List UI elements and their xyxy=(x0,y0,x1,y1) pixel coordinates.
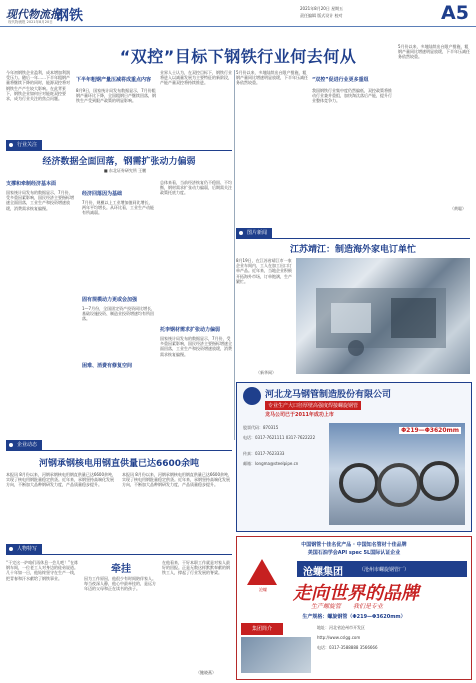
people-col-3: 在他看来，干好本职工作就是对家人最好的回报。正是无数这样默默奉献的钢铁工人，撑起了行业发展的脊梁。 xyxy=(162,560,230,576)
cangluo-top-line-2: 美国石油学会API spec 5L国际认证企业 xyxy=(307,550,401,556)
cangluo-product-line: 生产规格：螺旋钢管（Φ219—Φ3620mm） xyxy=(302,614,406,620)
economy-subhead-2: 经济回落因为基础 xyxy=(82,191,123,197)
enterprise-tag: 企业动态 xyxy=(6,440,42,450)
industry-rule xyxy=(6,150,232,151)
photo-news-byline: （新华网） xyxy=(256,370,276,375)
economy-subhead-1: 支撑和牵制经济基本面 xyxy=(6,181,57,187)
economy-col-2: 7月份，规模以上工业增加值同比增长，两年平均增长。从环比看，工业生产动能有所减弱。 xyxy=(82,200,154,216)
cangluo-group-label: 集团简介 xyxy=(241,623,283,635)
column-divider xyxy=(234,70,235,440)
economy-col-2b: 1—7月份，全国固定资产投资同比增长，基础设施投资、制造业投资增速均有所回落。 xyxy=(82,306,156,322)
photo-news-tag: 图片新闻 xyxy=(236,228,272,238)
cangluo-slogan: 走向世界的品牌 xyxy=(293,583,419,604)
people-col-1: “干完这一炉咱们再休息一会儿吧！”在炼钢车间，一位老工人对身边的徒弟说道。几十年如一日，他始终坚守在生产一线，把青春和汗水献给了钢铁事业。 xyxy=(6,560,79,581)
cangluo-brand-banner xyxy=(297,561,467,577)
lead-byline: （黄聪） xyxy=(450,206,466,211)
lead-subhead-2: “双控”促进行业更多重组 xyxy=(312,77,369,83)
cangluo-address: 地址：河北省沧州市开发区 xyxy=(317,625,365,630)
longma-slogan-1: 专业生产大口径厚壁高强度焊接螺旋钢管 xyxy=(265,401,361,410)
longma-pipe-photo xyxy=(329,423,465,525)
cangluo-logo-text: 沧螺 xyxy=(259,587,267,592)
photo-news-caption: 8月19日，在江苏省靖江市一家企业车间内，工人在加工出口订单产品。近年来，当地企业积极开拓海外市场，订单饱满，生产繁忙。 xyxy=(236,258,292,284)
lead-col-4: 5月份以来，多地陆续出台限产措施，粗钢产量同比增速明显放缓，下半年压减任务依然较重。 xyxy=(236,70,308,86)
economy-subhead-4: 困难、消费有修复空间 xyxy=(82,363,133,369)
enterprise-col-1: 本报讯 8月份以来，河钢承钢核电用钢直供量已达6600余吨，实现了核电用钢批量稳定供货。近年来，承钢坚持高端化发展方向，不断加大品种钢研发力度，产品质量稳步提升。 xyxy=(6,472,116,488)
section-title: 钢铁 xyxy=(55,8,83,24)
enterprise-headline: 河钢承钢核电用钢直供量已达6600余吨 xyxy=(38,459,200,469)
lead-col-5: 我国钢铁行业集中度仍然偏低，双控政策将推动行业兼并重组，加快淘汰落后产能，提升行业整体竞争力。 xyxy=(312,88,392,104)
photo-news-rule xyxy=(236,238,470,239)
cangluo-slogan-2: 生产螺旋管 我们是专业 xyxy=(311,603,384,610)
people-col-2: 因为工作原因，他很少有时间陪伴家人。每当夜深人静，他心中最牵挂的，是远方年迈的父母和正在读书的孩子。 xyxy=(84,576,156,592)
longma-tel: 电话：0317-7621111 0317-7622222 xyxy=(243,435,316,440)
longma-slogan-2: 龙马公司已于2011年成功上市 xyxy=(265,412,334,418)
longma-email: 邮箱：longma@steelpipe.cn xyxy=(243,461,299,466)
pipe-graphic xyxy=(329,423,465,525)
economy-col-1: 国家统计局发布的数据显示，7月份，受多重因素影响，国民经济主要指标增速全面回落，工业生产和投资增速放缓，消费需求恢复偏慢。 xyxy=(6,190,74,211)
economy-col-3: 总体来看，当前经济恢复仍不稳固、不均衡，钢材需求扩张动力偏弱，后期需关注政策托底力度。 xyxy=(160,180,232,196)
editor-line: 责任编辑 版式设计 校对 xyxy=(300,13,343,18)
cangluo-ad xyxy=(236,536,472,680)
people-rule xyxy=(6,554,232,555)
masthead: 现代物流报 xyxy=(6,8,61,21)
factory-photo xyxy=(296,258,470,374)
longma-ad xyxy=(236,382,472,532)
page-number: A5 xyxy=(441,2,469,24)
main-headline: “双控”目标下钢铁行业何去何从 xyxy=(119,47,357,66)
people-byline: （鲍晓燕） xyxy=(196,670,216,675)
cangluo-top-line: 中国钢管十佳名优产品 · 中国知名管材十佳品牌 xyxy=(301,542,407,548)
lead-col-2: 8月9日，国家统计局发布数据显示，7月份粗钢产量环比下降，全国粗钢日产继续回落，钢铁生产受到限产政策的明显影响。 xyxy=(76,88,156,104)
economy-byline: ■ 东北证券研究所 王鹏 xyxy=(103,168,147,173)
cangluo-factory-photo xyxy=(241,637,311,673)
lead-col-6: 5月份以来，多地陆续出台限产措施，粗钢产量同比增速明显放缓，下半年压减任务依然较重。 xyxy=(398,44,470,60)
photo-news-headline: 江苏靖江：制造海外家电订单忙 xyxy=(289,245,416,255)
longma-company: 河北龙马钢管制造股份有限公司 xyxy=(265,390,392,400)
people-tag: 人物特写 xyxy=(6,544,42,554)
people-headline: 牵挂 xyxy=(111,564,131,575)
masthead-subline: 现代物流报 2021年8月20日 xyxy=(8,20,53,24)
lead-subhead-1: 下半年粗钢产量压减将成重点内容 xyxy=(76,77,152,83)
cangluo-website: http://www.cslgg.com xyxy=(317,635,361,640)
longma-stock: 股票代码：870315 xyxy=(243,425,279,430)
economy-subhead-3: 固有规模动力更或会加强 xyxy=(82,297,138,303)
industry-tag: 行业关注 xyxy=(6,140,42,150)
cangluo-logo-icon xyxy=(247,559,277,585)
page-header xyxy=(0,0,476,27)
factory-photo-graphic xyxy=(296,258,470,374)
cangluo-tel: 电话：0317-3588888 3566666 xyxy=(317,645,378,650)
cangluo-brand-name: 沧螺集团 xyxy=(303,567,343,578)
longma-logo-icon xyxy=(243,387,261,405)
longma-fax: 传真：0317-7623333 xyxy=(243,451,285,456)
lead-col-3: 业界人士认为，在双控目标下，钢铁行业将进入以减量发展为主要特征的新阶段，产能产量双控将持续推进。 xyxy=(160,70,232,86)
economy-col-3b: 国家统计局发布的数据显示，7月份，受多重因素影响，国民经济主要指标增速全面回落，工业生产和投资增速放缓，消费需求恢复偏慢。 xyxy=(160,336,232,357)
cangluo-brand-sub: （沧州市螺旋钢管厂） xyxy=(359,567,410,573)
longma-photo-label: Φ219—Φ3620mm xyxy=(401,427,459,434)
enterprise-col-2: 本报讯 8月份以来，河钢承钢核电用钢直供量已达6600余吨，实现了核电用钢批量稳定供货。近年来，承钢坚持高端化发展方向，不断加大品种钢研发力度，产品质量稳步提升。 xyxy=(122,472,232,488)
issue-date: 2021年8月20日 星期五 xyxy=(300,6,344,11)
enterprise-rule xyxy=(6,450,232,451)
economy-headline: 经济数据全面回落，钢需扩张动力偏弱 xyxy=(42,157,196,167)
cangluo-logo-graphic xyxy=(247,559,277,585)
economy-subhead-5: 托李钢材需求扩张动力偏弱 xyxy=(160,327,221,333)
lead-col-1: 今年初钢铁企业盈利，成本增加利润受压力。随后一年……下半年粗钢产量将继续下降的同时，能源双控将对钢铁生产产生较大影响。在此背景下，钢铁企业如何应对能耗双控要求，成为行业关注的焦点问题。 xyxy=(6,70,70,102)
